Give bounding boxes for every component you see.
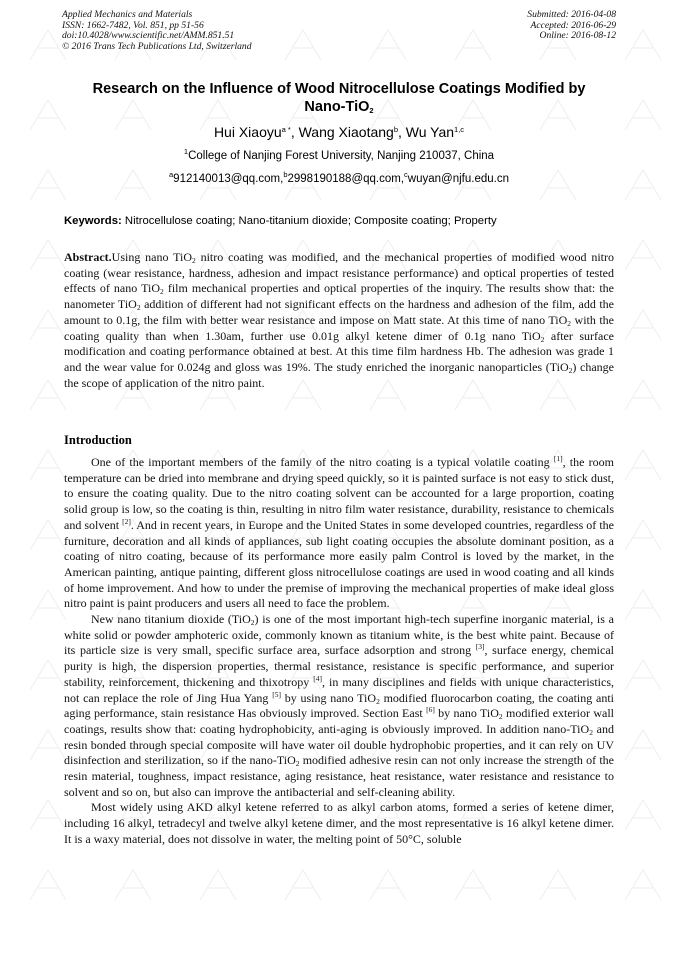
watermark-glyph (370, 870, 406, 900)
watermark-glyph (115, 870, 151, 900)
watermark-glyph (285, 870, 321, 900)
paragraph: One of the important members of the family of the nitro coating is a typical volatile coating [1], the room temperature can be dried into membrane and drying speed quickly, so it is painted surface is not easy to stick dust, to ensure the coating quality. Due to the nitro coating solvent can be accounted for a large proportion, coating solid group is low, so the coating is thin, resulting in nitro film water resistance, durability, resistance to chemicals and solvent [2]. And in recent years, in Europe and the United States in some developed countries, regardless of the furniture, decoration and all kinds of appliances, sub light coating occupies the absolute dominant position, as a coating of nitro coating, because of its performance more easily palm Control is loved by the market, in the American painting, antique painting, different gloss nitrocellulose coatings are used in wood coating and all kinds of home improvement. And how to under the premise of improving the mechanical properties of make ideal gloss nitro paint is paint producers and users all need to face the problem. (64, 454, 614, 611)
citation[interactable]: [3] (475, 642, 485, 652)
email-link[interactable]: 2998190188@qq.com, (287, 173, 405, 185)
watermark-glyph (625, 30, 661, 60)
watermark-glyph (30, 450, 66, 480)
watermark-glyph (625, 660, 661, 690)
watermark-glyph (285, 30, 321, 60)
citation[interactable]: [4] (313, 673, 322, 683)
watermark-glyph (625, 730, 661, 760)
watermark-glyph (455, 30, 491, 60)
journal-copyright: © 2016 Trans Tech Publications Ltd, Switzerland (62, 40, 252, 52)
citation[interactable]: [1] (553, 454, 563, 463)
watermark-glyph (30, 380, 66, 410)
watermark-glyph (30, 730, 66, 760)
journal-issn: ISSN: 1662-7482, Vol. 851, pp 51-56 (62, 19, 204, 31)
watermark-glyph (370, 30, 406, 60)
watermark-glyph (625, 590, 661, 620)
citation[interactable]: [6] (426, 705, 435, 715)
watermark-glyph (30, 520, 66, 550)
watermark-glyph (625, 800, 661, 830)
paragraph: Most widely using AKD alkyl ketene referred to as alkyl carbon atoms, formed a series of ketene dimer, including 16 alkyl, tetradecyl and twelve alkyl ketene dimer, and the most representative is 16 alkyl ketene dimer. It is a waxy material, does not dissolve in water, the melting point of 50°C, soluble (64, 800, 614, 846)
watermark-glyph (30, 660, 66, 690)
abstract: Abstract.Using nano TiO$_2$ nitro coating was modified, and the mechanical properties of modified wood nitro coating (wear resistance, hardness, adhesion and impact resistance performance) and optical properties of tested effects of nano TiO$_2$ film mechanical properties and optical properties of the inquiry. The results show that: the nanometer TiO$_2$ addition of different had not significant effects on the hardness and adhesion of the film, add the amount to 0.1g, the film with better wear resistance and impose on Matt state. At this time of nano TiO$_2$ with the coating quality than when 1.30am, further use 0.01g alkyl ketene dimer of 0.1g nano TiO$_2$ after surface modification and coating performance obtained at best. At this time film hardness Hb. The adhesion was grade 1 and the wear value for 0.024g and gloss was 19%. The study enriched the inorganic nanoparticles (TiO$_2$) change the scope of application of the nitro paint. (64, 250, 615, 390)
affiliation: $^1$College of Nanjing Forest University, Nanjing 210037, China (183, 147, 495, 162)
watermark-glyph (625, 520, 661, 550)
date-online: Online: 2016-08-12 (539, 30, 616, 41)
paper-title (48, 80, 630, 116)
watermark-glyph (30, 590, 66, 620)
journal-doi: doi:10.4028/www.scientific.net/AMM.851.51 (62, 30, 235, 41)
watermark-glyph (625, 240, 661, 270)
introduction-body (64, 455, 614, 848)
watermark-glyph (625, 310, 661, 340)
keywords (64, 215, 616, 227)
author-name: Hui Xiaoyu (213, 124, 282, 140)
watermark-glyph (30, 310, 66, 340)
date-accepted: Accepted: 2016-06-29 (530, 19, 616, 31)
watermark-glyph (455, 870, 491, 900)
title-line-2: Nano-TiO$_2$ (304, 99, 374, 115)
watermark-glyph (200, 870, 236, 900)
citation[interactable]: [5] (272, 689, 281, 699)
watermark-glyph (540, 870, 576, 900)
watermark-glyph (625, 380, 661, 410)
keywords-text: Nitrocellulose coating; Nano-titanium dioxide; Composite coating; Property (124, 215, 497, 227)
watermark-glyph (30, 240, 66, 270)
watermark-glyph (30, 30, 66, 60)
watermark-glyph (625, 450, 661, 480)
keywords-label: Keywords: (64, 215, 122, 227)
paragraph: New nano titanium dioxide (TiO$_2$) is one of the most important high-tech superfine inorganic material, is a white solid or powder amphoteric oxide, commonly known as titanium white, is the best white paint. Because of its particle size is very small, specific surface area, surface adsorption and strong [3], surface energy, chemical purity is high, the dispersion properties, thermal resistance, resistance is specific performance, and superior stability, reinforcement, thickening and thixotropy [4], in many disciplines and fields with unique characteristics, not can replace the role of Jing Hua Yang [5] by using nano TiO$_2$ modified fluorocarbon coating, the coating anti aging performance, stain resistance Has obviously improved. Section East [6] by nano TiO$_2$ modified exterior wall coatings, results show that: coating hydrophobicity, anti-aging is obviously improved. In addition nano-TiO$_2$ and resin bonded through special composite will have water oil double hydrophobic properties, and it can rely on UV disinfection and sterilization, so if the nano-TiO$_2$ modified adhesive resin can not only increase the strength of the resin material, toughness, impact resistance, aging resistance, heat resistance, water resistance and resistance to solvent and so on, but also can improve the antibacterial and self-cleaning ability. (64, 612, 615, 799)
author-list: Hui Xiaoyu$^{a *}$, Wang Xiaotang$^b$, Wu Yan$^{1,c}$ (213, 124, 465, 140)
section-heading-introduction: Introduction (64, 433, 132, 447)
author-name: Wu Yan (405, 124, 455, 140)
author-name: Wang Xiaotang (298, 124, 394, 140)
watermark-glyph (30, 870, 66, 900)
abstract-label: Abstract. (64, 250, 112, 264)
date-submitted: Submitted: 2016-04-08 (527, 9, 616, 20)
author-emails: $^a$912140013@qq.com,$^b$2998190188@qq.com,$^c$wuyan@njfu.edu.cn (169, 170, 509, 185)
watermark-glyph (30, 800, 66, 830)
journal-name: Applied Mechanics and Materials (62, 9, 193, 20)
citation[interactable]: [2] (122, 516, 131, 526)
watermark-glyph (625, 870, 661, 900)
email-link[interactable]: 912140013@qq.com, (173, 173, 284, 185)
title-line-1: Research on the Influence of Wood Nitrocellulose Coatings Modified by (92, 81, 586, 97)
email-link[interactable]: wuyan@njfu.edu.cn (407, 173, 509, 185)
